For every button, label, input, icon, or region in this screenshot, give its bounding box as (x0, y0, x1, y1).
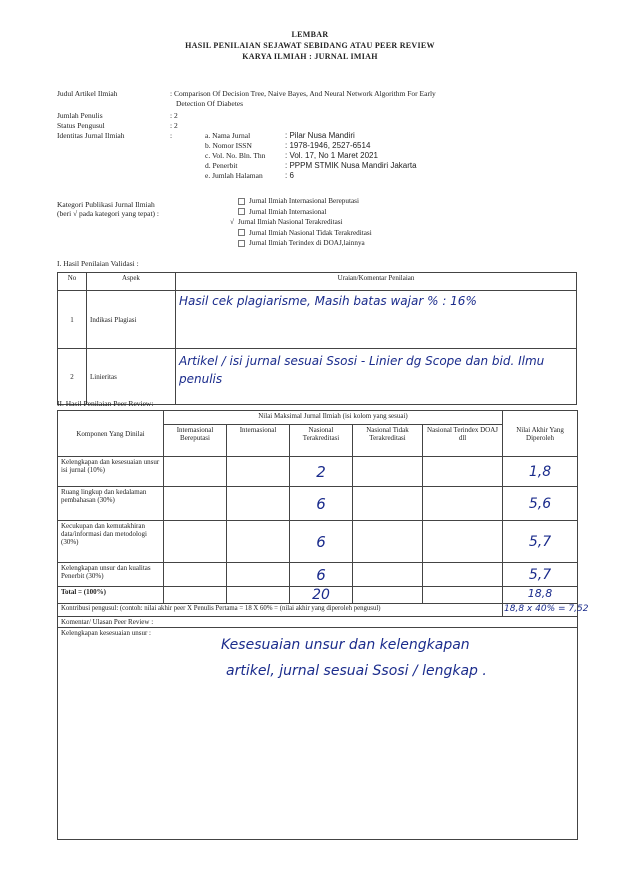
subcol-header: Nasional Terakreditasi (290, 425, 353, 457)
journal-row (205, 161, 417, 171)
kategori-option-label: Jurnal Ilmiah Internasional Bereputasi (249, 197, 359, 205)
komentar-body-row (58, 628, 578, 840)
komentar-label: Komentar/ Ulasan Peer Review : (58, 617, 578, 628)
cell-empty (164, 521, 227, 563)
journal-field-label: e. Jumlah Halaman (205, 171, 263, 180)
journal-field-value: : 6 (285, 171, 294, 180)
total-label: Total = (100%) (58, 587, 164, 604)
cell-nasional: 6 (290, 521, 353, 563)
kategori-option[interactable] (230, 197, 372, 208)
cell-akhir: 5,6 (503, 487, 578, 521)
handwritten-comment: Hasil cek plagiarisme, Masih batas wajar % : 16% (179, 294, 477, 308)
table-row (58, 457, 578, 487)
table-header-row (58, 411, 578, 425)
kategori-hint: (beri √ pada kategori yang tepat) : (57, 209, 159, 218)
table-row (58, 521, 578, 563)
subcol-header: Nasional Terindex DOAJ dll (423, 425, 503, 457)
table-total-row (58, 587, 578, 604)
row-comment (176, 291, 577, 349)
journal-field-value: : 1978-1946, 2527-6514 (285, 141, 371, 150)
journal-field-label: b. Nomor ISSN (205, 141, 252, 150)
checkbox-icon[interactable] (238, 229, 245, 236)
identitas-label: Identitas Jurnal Ilmiah (57, 131, 125, 140)
judul-value: : Comparison Of Decision Tree, Naive Bayes, And Neural Network Algorithm For Early (170, 89, 436, 98)
checkbox-icon[interactable] (238, 240, 245, 247)
komentar-body (58, 628, 578, 840)
handwritten-komentar-2: artikel, jurnal sesuai Ssosi / lengkap . (226, 663, 487, 679)
row-no: 2 (58, 349, 87, 405)
kategori-option[interactable] (230, 239, 372, 250)
cell-empty (227, 587, 290, 604)
row-komponen: Kecukupan dan kemutakhiran data/informasi dan metodologi (30%) (58, 521, 164, 563)
cell-empty (353, 563, 423, 587)
section-1-title: I. Hasil Penilaian Validasi : (57, 259, 139, 268)
cell-nasional: 2 (290, 457, 353, 487)
kategori-label: Kategori Publikasi Jurnal Ilmiah (57, 200, 155, 209)
col-komponen-header: Komponen Yang Dinilai (58, 411, 164, 457)
kategori-options (230, 197, 372, 250)
journal-field-label: c. Vol. No. Bln. Thn (205, 151, 266, 160)
journal-field-label: a. Nama Jurnal (205, 131, 251, 140)
subcol-header: Nasional Tidak Terakreditasi (353, 425, 423, 457)
peer-review-table (57, 410, 589, 840)
judul-label: Judul Artikel Ilmiah (57, 89, 118, 98)
table-row (58, 563, 578, 587)
row-no: 1 (58, 291, 87, 349)
row-aspek: Linieritas (87, 349, 176, 405)
cell-empty (353, 457, 423, 487)
cell-akhir: 1,8 (503, 457, 578, 487)
subcol-header: Internasional (227, 425, 290, 457)
header-subtitle: HASIL PENILAIAN SEJAWAT SEBIDANG ATAU PEER REVIEW (185, 41, 435, 50)
cell-nasional: 6 (290, 563, 353, 587)
header-subtitle-2: KARYA ILMIAH : JURNAL IMIAH (242, 52, 378, 61)
col-uraian-header: Uraian/Komentar Penilaian (176, 273, 577, 291)
row-aspek: Indikasi Plagiasi (87, 291, 176, 349)
cell-empty (353, 587, 423, 604)
handwritten-komentar-1: Kesesuaian unsur dan kelengkapan (221, 637, 470, 653)
cell-empty (227, 487, 290, 521)
cell-empty (423, 587, 503, 604)
kontribusi-text: Kontribusi pengusul: (contoh: nilai akhir peer X Penulis Pertama = 18 X 60% = (nilai akhir yang diperoleh pengusul) (58, 604, 503, 617)
total-nasional: 20 (290, 587, 353, 604)
kontribusi-hand: 18,8 x 40% = 7,52 (503, 604, 578, 617)
cell-empty (423, 457, 503, 487)
handwritten-comment: Artikel / isi jurnal sesuai Ssosi - Linier dg Scope dan bid. Ilmu penulis (179, 354, 545, 386)
col-aspek-header: Aspek (87, 273, 176, 291)
kategori-option-label: Jurnal Ilmiah Internasional (249, 207, 327, 216)
komentar-label-row (58, 617, 578, 628)
cell-empty (164, 563, 227, 587)
kategori-option[interactable] (230, 208, 372, 219)
kategori-option-label: Jurnal Ilmiah Nasional Tidak Terakreditasi (249, 228, 372, 237)
cell-empty (353, 521, 423, 563)
row-comment (176, 349, 577, 405)
cell-empty (423, 521, 503, 563)
status-pengusul-label: Status Pengusul (57, 121, 105, 130)
kategori-option[interactable] (230, 218, 372, 229)
cell-akhir: 5,7 (503, 563, 578, 587)
journal-row (205, 131, 417, 141)
subcol-header: Internasional Bereputasi (164, 425, 227, 457)
kelengkapan-label: Kelengkapan kesesuaian unsur : (61, 629, 151, 637)
cell-empty (227, 457, 290, 487)
identitas-colon: : (170, 131, 173, 140)
row-komponen: Kelengkapan unsur dan kualitas Penerbit (30%) (58, 563, 164, 587)
checkmark: √ (230, 218, 234, 226)
table-row (58, 291, 577, 349)
kategori-option-label: Jurnal Ilmiah Terindex di DOAJ,lainnya (249, 239, 365, 247)
journal-field-label: d. Penerbit (205, 161, 238, 170)
cell-empty (227, 563, 290, 587)
checkbox-icon[interactable] (238, 208, 245, 215)
status-pengusul-value: : 2 (170, 121, 178, 130)
checkbox-icon[interactable] (238, 198, 245, 205)
table-row (58, 349, 577, 405)
journal-field-value: : Vol. 17, No 1 Maret 2021 (285, 151, 378, 160)
header-title: LEMBAR (291, 30, 329, 39)
cell-akhir: 5,7 (503, 521, 578, 563)
table-header-row (58, 273, 577, 291)
journal-field-value: : PPPM STMIK Nusa Mandiri Jakarta (285, 161, 417, 170)
cell-nasional: 6 (290, 487, 353, 521)
kontribusi-row (58, 604, 578, 617)
journal-row (205, 171, 417, 181)
cell-empty (164, 457, 227, 487)
cell-empty (164, 587, 227, 604)
journal-identity (205, 131, 417, 181)
table-row (58, 487, 578, 521)
journal-row (205, 141, 417, 151)
journal-field-value: : Pilar Nusa Mandiri (285, 131, 355, 140)
section-2-title: II. Hasil Penilaian Peer Review: (57, 399, 154, 408)
row-komponen: Kelengkapan dan kesesuaian unsur isi jurnal (10%) (58, 457, 164, 487)
journal-row (205, 151, 417, 161)
total-akhir: 18,8 (503, 587, 578, 604)
col-no-header: No (58, 273, 87, 291)
cell-empty (164, 487, 227, 521)
kategori-option-label: Jurnal Ilmiah Nasional Terakreditasi (238, 218, 343, 226)
cell-empty (353, 487, 423, 521)
cell-empty (423, 563, 503, 587)
col-nilai-maks-header: Nilai Maksimal Jurnal Ilmiah (isi kolom yang sesuai) (164, 411, 503, 425)
cell-empty (227, 521, 290, 563)
jumlah-penulis-label: Jumlah Penulis (57, 111, 103, 120)
judul-value-2: Detection Of Diabetes (176, 99, 244, 108)
validasi-table (57, 272, 577, 405)
row-komponen: Ruang lingkup dan kedalaman pembahasan (30%) (58, 487, 164, 521)
col-nilai-akhir-header: Nilai Akhir Yang Diperoleh (503, 411, 578, 457)
jumlah-penulis-value: : 2 (170, 111, 178, 120)
kategori-option[interactable] (230, 229, 372, 240)
cell-empty (423, 487, 503, 521)
